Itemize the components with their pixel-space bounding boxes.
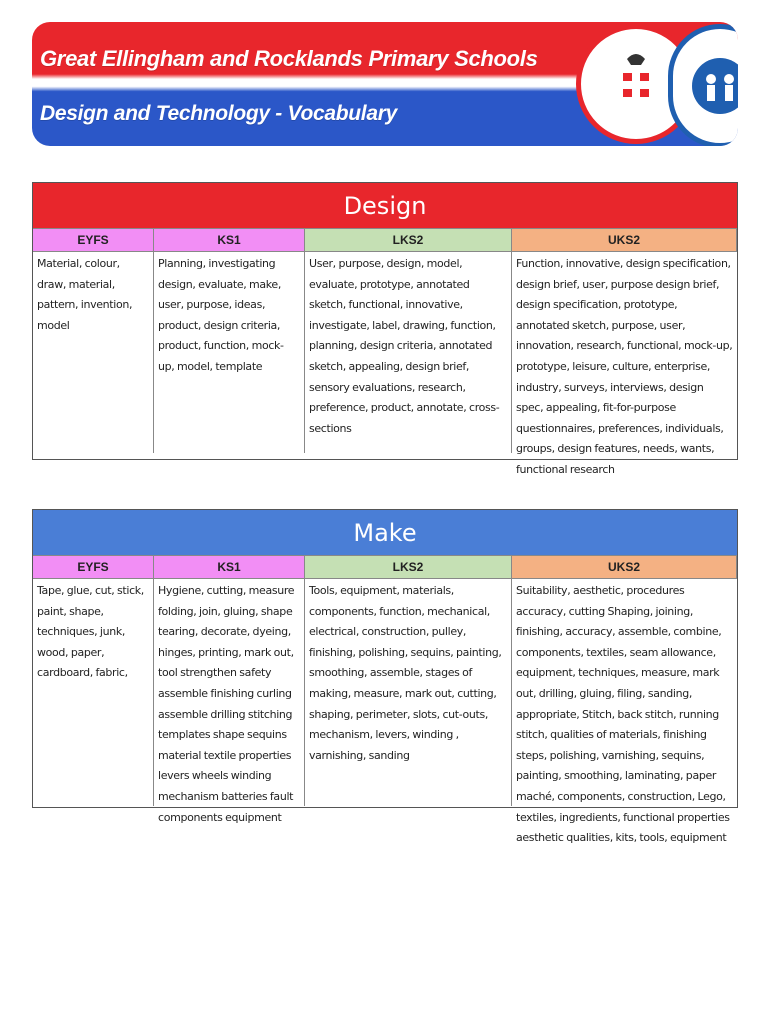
children-emblem-icon — [673, 29, 738, 143]
col-header-lks2: LKS2 — [305, 555, 512, 578]
make-eyfs-cell: Tape, glue, cut, stick, paint, shape, techniques, junk, wood, paper, cardboard, fabric, — [33, 578, 154, 806]
col-header-ks1: KS1 — [154, 228, 305, 251]
make-ks1-cell: Hygiene, cutting, measure folding, join, gluing, shape tearing, decorate, dyeing, hinges, printing, mark out, tool strengthen safety assemble finishing curling assemble drilling stitching templates shape sequins material textile properties levers wheels winding mechanism batteries fault components equipment — [154, 578, 305, 806]
page-title: Great Ellingham and Rocklands Primary Schools — [40, 46, 538, 71]
design-ks1-cell: Planning, investigating design, evaluate, make, user, purpose, ideas, product, design criteria, product, function, mock-up, model, template — [154, 251, 305, 453]
make-uks2-cell: Suitability, aesthetic, procedures accuracy, cutting Shaping, joining, finishing, accuracy, assemble, combine, components, textiles, seam allowance, equipment, techniques, measure, mark out, drilling, gluing, filing, sanding, appropriate, Stitch, back stitch, running stitch, qualities of materials, finishing steps, polishing, varnishing, sequins, painting, smoothing, laminating, paper maché, components, construction, Lego, textiles, ingredients, functional properties aesthetic qualities, kits, tools, equipment — [512, 578, 737, 806]
make-heading: Make — [33, 510, 737, 555]
col-header-ks1: KS1 — [154, 555, 305, 578]
make-lks2-cell: Tools, equipment, materials, components, function, mechanical, electrical, construction, pulley, finishing, polishing, sequins, painting, smoothing, assemble, stages of making, measure, mark out, cutting, shaping, perimeter, slots, cut-outs, mechanism, levers, winding , varnishing, sanding — [305, 578, 512, 806]
col-header-uks2: UKS2 — [512, 228, 737, 251]
great-ellingham-logo — [668, 24, 738, 146]
design-section — [32, 182, 738, 476]
make-section — [32, 509, 738, 845]
col-header-eyfs: EYFS — [33, 555, 154, 578]
design-eyfs-cell: Material, colour, draw, material, pattern, invention, model — [33, 251, 154, 453]
header-banner — [32, 22, 738, 146]
col-header-eyfs: EYFS — [33, 228, 154, 251]
col-header-lks2: LKS2 — [305, 228, 512, 251]
design-lks2-cell: User, purpose, design, model, evaluate, prototype, annotated sketch, functional, innovative, investigate, label, drawing, function, planning, design criteria, annotated sketch, appealing, design brief, sensory evaluations, research, preference, product, annotate, cross-sections — [305, 251, 512, 453]
design-uks2-cell: Function, innovative, design specification, design brief, user, purpose design brief, design specification, prototype, annotated sketch, purpose, user, innovation, research, functional, mock-up, prototype, leisure, culture, enterprise, industry, surveys, interviews, design spec, appealing, fit-for-purpose questionnaires, preferences, individuals, groups, design features, needs, wants, functional research — [512, 251, 737, 453]
col-header-uks2: UKS2 — [512, 555, 737, 578]
design-heading: Design — [33, 183, 737, 228]
page-subtitle: Design and Technology - Vocabulary — [40, 102, 397, 125]
